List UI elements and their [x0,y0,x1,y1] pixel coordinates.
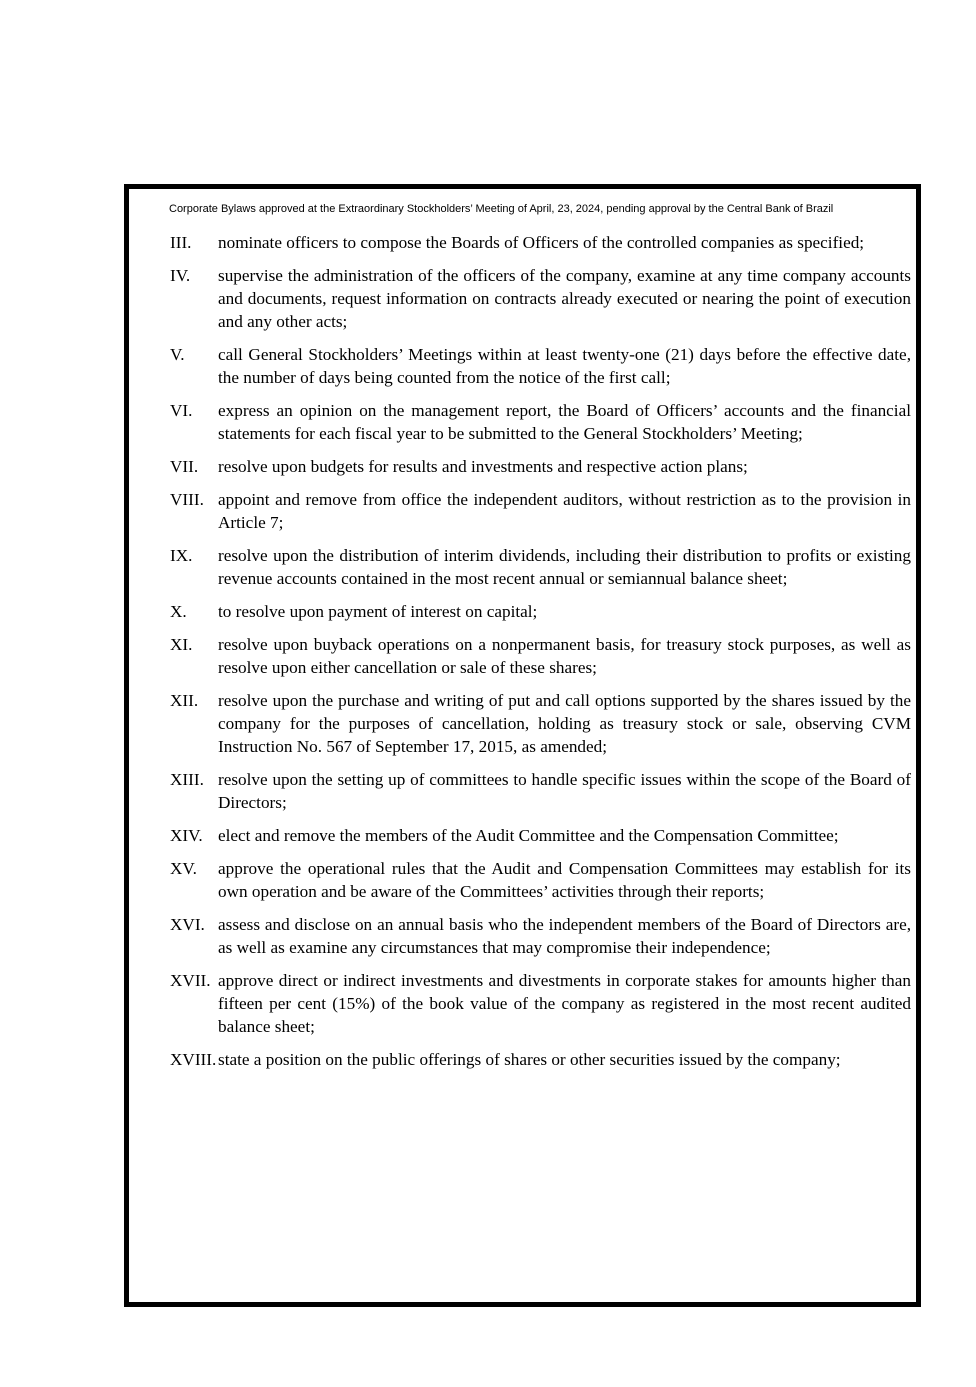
item-number: X. [170,602,187,621]
item-number: XVI. [170,915,205,934]
document-page [124,184,921,1307]
item-number: VIII. [170,490,204,509]
item-text: assess and disclose on an annual basis who the independent members of the Board of Directors are, as well as examine any circumstances that may compromise their independence; [218,915,911,957]
item-number: XIII. [170,770,204,789]
item-number: IV. [170,266,191,285]
item-text: appoint and remove from office the independent auditors, without restriction as to the provision in Article 7; [218,490,911,532]
list-item [170,768,911,814]
item-number: XIV. [170,826,203,845]
item-number: V. [170,345,185,364]
bylaws-item-list [170,231,911,1081]
item-text: state a position on the public offerings of shares or other securities issued by the company; [218,1050,841,1069]
item-text: resolve upon the setting up of committees to handle specific issues within the scope of the Board of Directors; [218,770,911,812]
item-number: XII. [170,691,199,710]
item-text: express an opinion on the management report, the Board of Officers’ accounts and the financial statements for each fiscal year to be submitted to the General Stockholders’ Meeting; [218,401,911,443]
list-item [170,231,911,254]
item-text: nominate officers to compose the Boards of Officers of the controlled companies as specified; [218,233,865,252]
item-text: resolve upon buyback operations on a nonpermanent basis, for treasury stock purposes, as well as resolve upon either cancellation or sale of these shares; [218,635,911,677]
item-number: XI. [170,635,193,654]
item-number: IX. [170,546,193,565]
item-number: VII. [170,457,199,476]
list-item [170,1048,911,1071]
list-item [170,488,911,534]
list-item [170,824,911,847]
document-header: Corporate Bylaws approved at the Extraordinary Stockholders’ Meeting of April, 23, 2024, pending approval by the Central Bank of Brazil [169,203,834,215]
item-number: XV. [170,859,197,878]
item-number: XVII. [170,971,211,990]
item-text: approve direct or indirect investments and divestments in corporate stakes for amounts higher than fifteen per cent (15%) of the book value of the company as registered in the most recent audited balance sheet; [218,971,911,1036]
item-text: resolve upon budgets for results and investments and respective action plans; [218,457,748,476]
item-number: III. [170,233,192,252]
list-item [170,455,911,478]
list-item [170,600,911,623]
list-item [170,264,911,333]
list-item [170,544,911,590]
item-text: approve the operational rules that the Audit and Compensation Committees may establish for its own operation and be aware of the Committees’ activities through their reports; [218,859,911,901]
list-item [170,689,911,758]
list-item [170,633,911,679]
item-text: call General Stockholders’ Meetings within at least twenty-one (21) days before the effective date, the number of days being counted from the notice of the first call; [218,345,911,387]
list-item [170,969,911,1038]
list-item [170,343,911,389]
item-text: elect and remove the members of the Audit Committee and the Compensation Committee; [218,826,839,845]
item-text: to resolve upon payment of interest on capital; [218,602,538,621]
list-item [170,913,911,959]
item-text: resolve upon the distribution of interim dividends, including their distribution to profits or existing revenue accounts contained in the most recent annual or semiannual balance sheet; [218,546,911,588]
list-item [170,857,911,903]
item-number: VI. [170,401,193,420]
list-item [170,399,911,445]
item-text: resolve upon the purchase and writing of put and call options supported by the shares issued by the company for the purposes of cancellation, holding as treasury stock or sale, observing CVM Instruction No. 567 of September 17, 2015, as amended; [218,691,911,756]
item-number: XVIII. [170,1050,217,1069]
item-text: supervise the administration of the officers of the company, examine at any time company accounts and documents, request information on contracts already executed or nearing the point of execution and any other acts; [218,266,911,331]
